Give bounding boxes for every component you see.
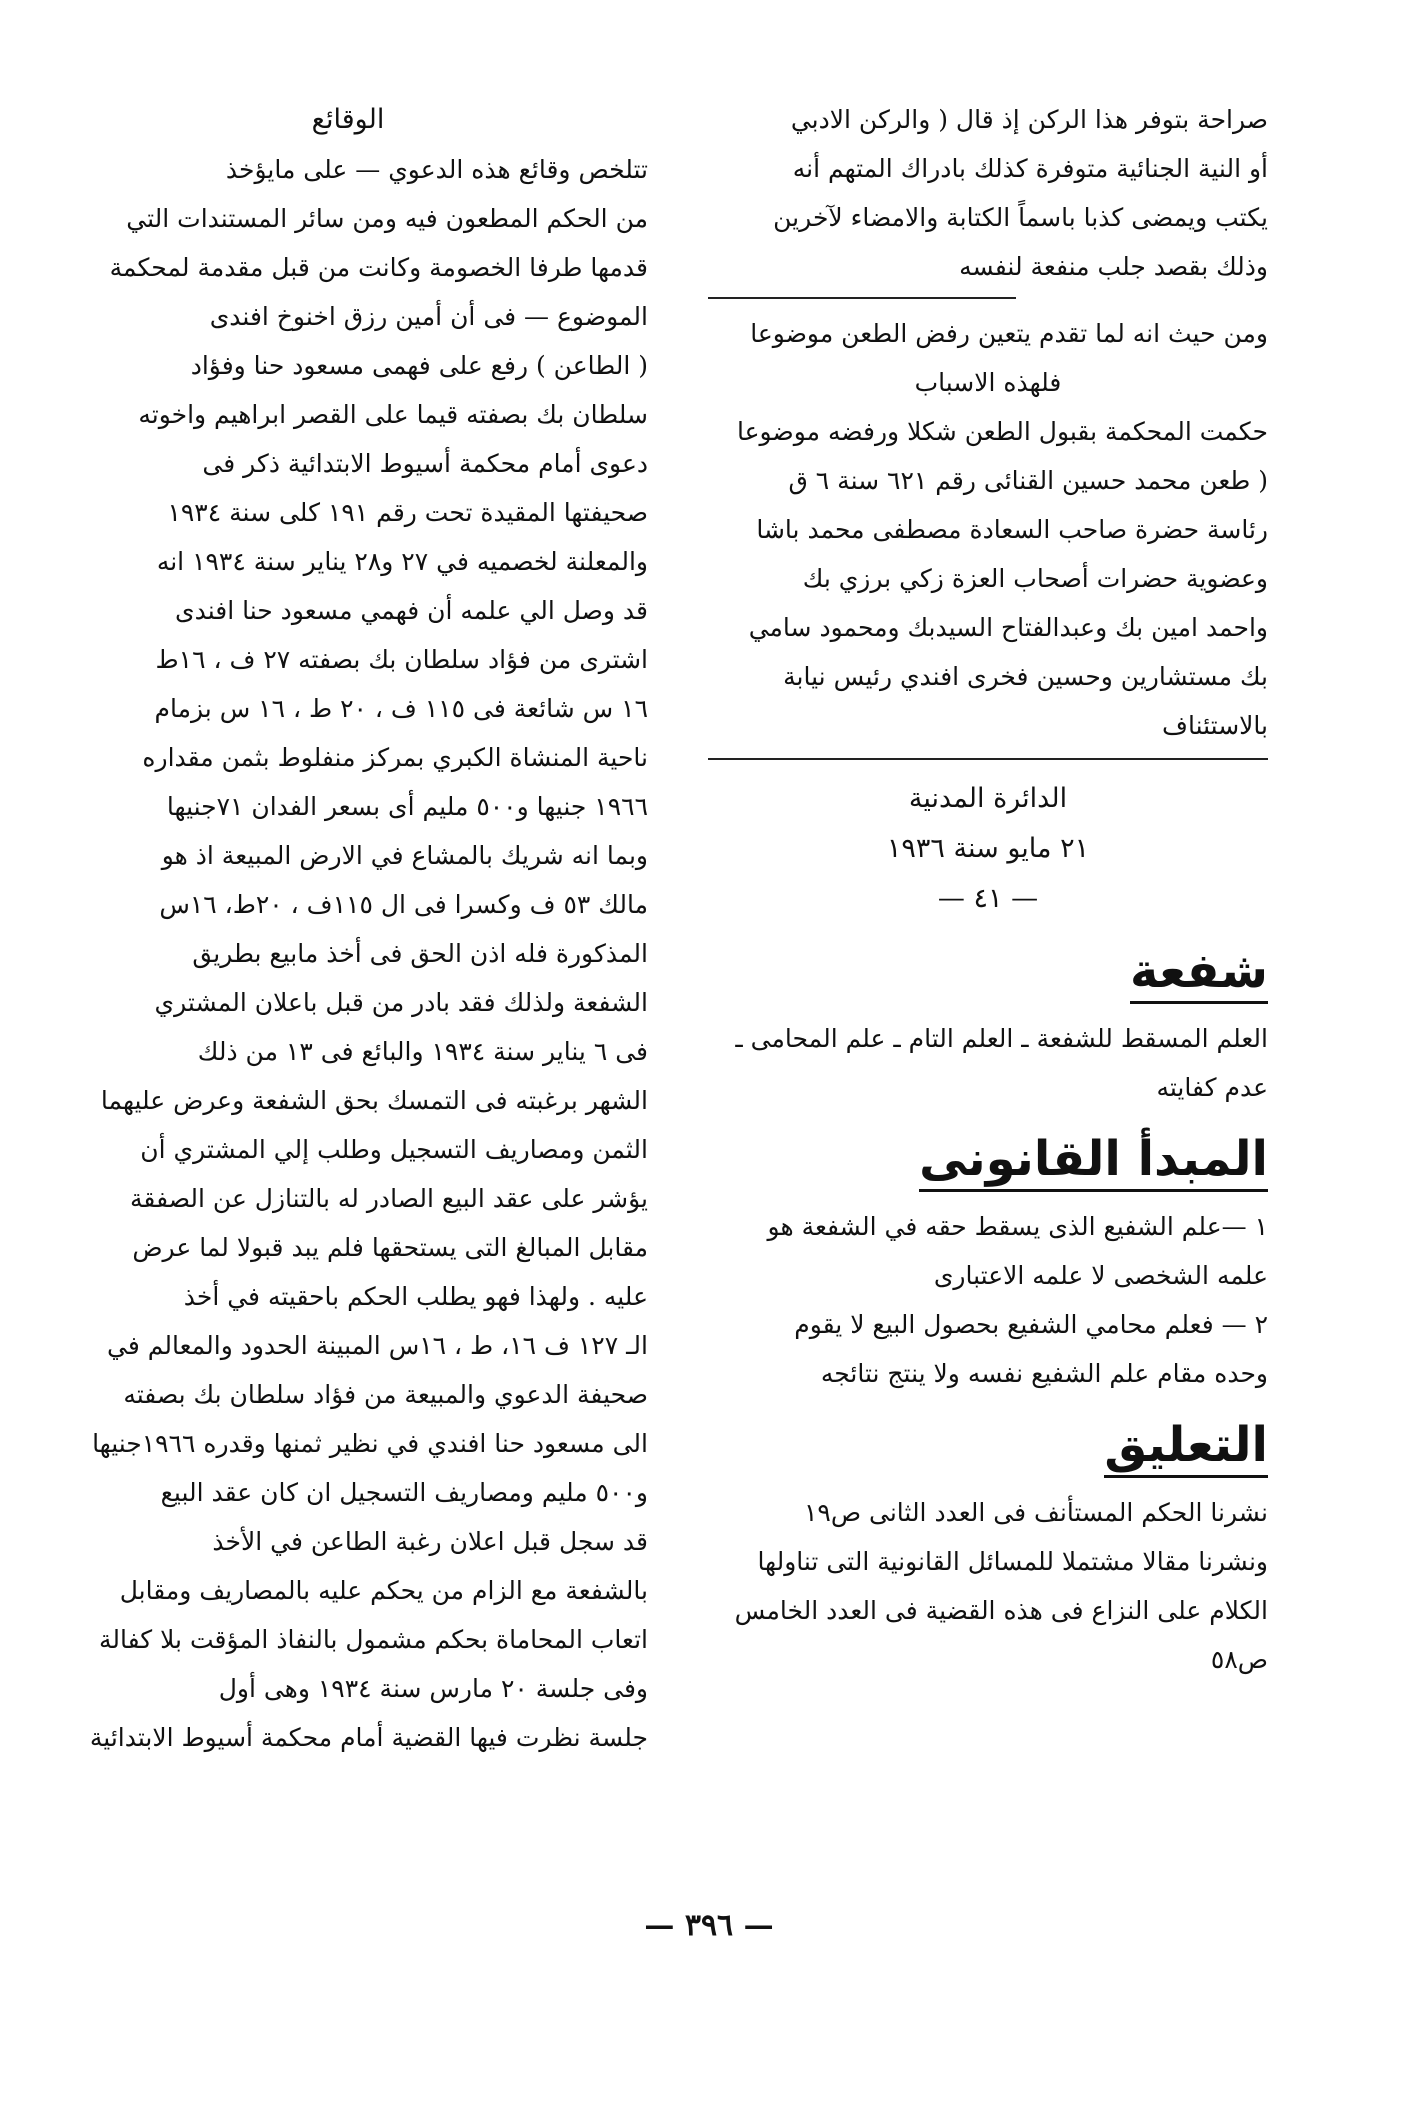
- text-line: يكتب ويمضى كذبا باسماً الكتابة والامضاء لآخرين: [773, 203, 1268, 232]
- text-line: الى مسعود حنا افندي في نظير ثمنها وقدره ١٩٦٦جنيها: [92, 1429, 648, 1458]
- text-line: دعوى أمام محكمة أسيوط الابتدائية ذكر فى: [202, 449, 648, 478]
- text-line: صحيفة الدعوي والمبيعة من فؤاد سلطان بك بصفته: [123, 1380, 648, 1409]
- text-line: المذكورة فله اذن الحق فى أخذ مابيع بطريق: [192, 939, 648, 968]
- reasons-heading: فلهذه الاسباب: [914, 368, 1062, 397]
- text-line: ( الطاعن ) رفع على فهمى مسعود حنا وفؤاد: [190, 351, 648, 380]
- text-line: صحيفتها المقيدة تحت رقم ١٩١ كلى سنة ١٩٣٤: [167, 498, 648, 527]
- principle-line: ٢ — فعلم محامي الشفيع بحصول البيع لا يقوم: [794, 1310, 1268, 1339]
- text-line: حكمت المحكمة بقبول الطعن شكلا ورفضه موضوعا: [737, 417, 1268, 446]
- text-line: ١٩٦٦ جنيها و٥٠٠ مليم أى بسعر الفدان ٧١جنيها: [166, 792, 648, 821]
- text-line: ومن حيث انه لما تقدم يتعين رفض الطعن موضوعا: [750, 319, 1268, 348]
- text-line: قد وصل الي علمه أن فهمي مسعود حنا افندى: [175, 596, 648, 625]
- text-line: وذلك بقصد جلب منفعة لنفسه: [959, 252, 1268, 281]
- text-line: قد سجل قبل اعلان رغبة الطاعن في الأخذ: [212, 1527, 648, 1556]
- text-line: وعضوية حضرات أصحاب العزة زكي برزي بك: [802, 564, 1268, 593]
- text-line: عليه . ولهذا فهو يطلب الحكم باحقيته في أخذ: [183, 1282, 648, 1311]
- text-line: مالك ٥٣ ف وكسرا فى ال ١١٥ف ، ٢٠ط، ١٦س: [159, 890, 648, 919]
- section-title-text: شفعة: [1130, 943, 1268, 1004]
- text-line: ١٦ س شائعة فى ١١٥ ف ، ٢٠ ط ، ١٦ س بزمام: [154, 694, 648, 723]
- text-line: مقابل المبالغ التى يستحقها فلم يبد قبولا لما عرض: [132, 1233, 648, 1262]
- commentary-heading-text: التعليق: [1104, 1417, 1268, 1478]
- text-line: بالاستئناف: [1162, 711, 1268, 740]
- principle-line: وحده مقام علم الشفيع نفسه ولا ينتج نتائجه: [820, 1359, 1268, 1388]
- right-column: [708, 95, 1268, 1684]
- text-line: اتعاب المحاماة بحكم مشمول بالنفاذ المؤقت بلا كفالة: [98, 1625, 648, 1654]
- text-line: بك مستشارين وحسين فخرى افندي رئيس نيابة: [783, 662, 1268, 691]
- principle-line: علمه الشخصى لا علمه الاعتبارى: [933, 1261, 1268, 1290]
- case-number: — ٤١ —: [937, 883, 1039, 914]
- commentary-line: نشرنا الحكم المستأنف فى العدد الثانى ص١٩: [803, 1498, 1268, 1527]
- court-division: الدائرة المدنية: [908, 783, 1068, 814]
- text-line: و٥٠٠ مليم ومصاريف التسجيل ان كان عقد البيع: [160, 1478, 648, 1507]
- text-line: قدمها طرفا الخصومة وكانت من قبل مقدمة لمحكمة: [109, 253, 648, 282]
- text-line: تتلخص وقائع هذه الدعوي — على مايؤخذ: [225, 155, 648, 184]
- text-line: رئاسة حضرة صاحب السعادة مصطفى محمد باشا: [756, 515, 1268, 544]
- commentary-heading: [708, 1410, 1268, 1480]
- text-line: فى ٦ يناير سنة ١٩٣٤ والبائع فى ١٣ من ذلك: [197, 1037, 648, 1066]
- text-line: صراحة بتوفر هذا الركن إذ قال ( والركن الادبي: [790, 105, 1268, 134]
- commentary-line: ونشرنا مقالا مشتملا للمسائل القانونية التى تناولها: [757, 1547, 1268, 1576]
- text-line: يؤشر على عقد البيع الصادر له بالتنازل عن الصفقة: [130, 1184, 648, 1213]
- left-column: [48, 95, 648, 1762]
- text-line: الشهر برغبته فى التمسك بحق الشفعة وعرض عليهما: [100, 1086, 648, 1115]
- judgment-date: ٢١ مايو سنة ١٩٣٦: [886, 833, 1090, 864]
- text-line: سلطان بك بصفته قيما على القصر ابراهيم واخوته: [138, 400, 648, 429]
- text-line: الموضوع — فى أن أمين رزق اخنوخ افندى: [209, 302, 648, 331]
- keywords-line: العلم المسقط للشفعة ـ العلم التام ـ علم المحامى ـ: [735, 1024, 1268, 1053]
- text-line: واحمد امين بك وعبدالفتاح السيدبك ومحمود سامي: [748, 613, 1268, 642]
- commentary-line: ص٥٨: [1210, 1645, 1268, 1674]
- text-line: أو النية الجنائية متوفرة كذلك بادراك المتهم أنه: [792, 154, 1268, 183]
- principle-heading: [708, 1124, 1268, 1194]
- principle-heading-text: المبدأ القانونى: [919, 1131, 1268, 1192]
- facts-heading: الوقائع: [311, 104, 385, 135]
- keywords-line: عدم كفايته: [1156, 1073, 1268, 1102]
- text-line: الثمن ومصاريف التسجيل وطلب إلي المشتري أن: [140, 1135, 648, 1164]
- section-title: [708, 936, 1268, 1006]
- text-line: بالشفعة مع الزام من يحكم عليه بالمصاريف ومقابل: [119, 1576, 648, 1605]
- commentary-line: الكلام على النزاع فى هذه القضية فى العدد الخامس: [734, 1596, 1268, 1625]
- text-line: من الحكم المطعون فيه ومن سائر المستندات التي: [126, 204, 648, 233]
- divider: [708, 297, 1016, 299]
- text-line: والمعلنة لخصميه في ٢٧ و٢٨ يناير سنة ١٩٣٤ انه: [156, 547, 648, 576]
- text-line: ( طعن محمد حسين القنائى رقم ٦٢١ سنة ٦ ق: [788, 466, 1268, 495]
- section-divider: [708, 758, 1268, 760]
- page-number: — ٣٩٦ —: [644, 1908, 774, 1943]
- text-line: الشفعة ولذلك فقد بادر من قبل باعلان المشتري: [154, 988, 648, 1017]
- text-line: الـ ١٢٧ ف ١٦، ط ، ١٦س المبينة الحدود والمعالم في: [107, 1331, 648, 1360]
- principle-line: ١ —علم الشفيع الذى يسقط حقه في الشفعة هو: [767, 1212, 1268, 1241]
- facts-body: [48, 145, 648, 1762]
- text-line: اشترى من فؤاد سلطان بك بصفته ٢٧ ف ، ١٦ط: [155, 645, 648, 674]
- text-line: جلسة نظرت فيها القضية أمام محكمة أسيوط الابتدائية: [89, 1723, 648, 1752]
- text-line: وبما انه شريك بالمشاع في الارض المبيعة اذ هو: [161, 841, 648, 870]
- text-line: وفى جلسة ٢٠ مارس سنة ١٩٣٤ وهى أول: [218, 1674, 648, 1703]
- text-line: ناحية المنشاة الكبري بمركز منفلوط بثمن مقداره: [142, 743, 648, 772]
